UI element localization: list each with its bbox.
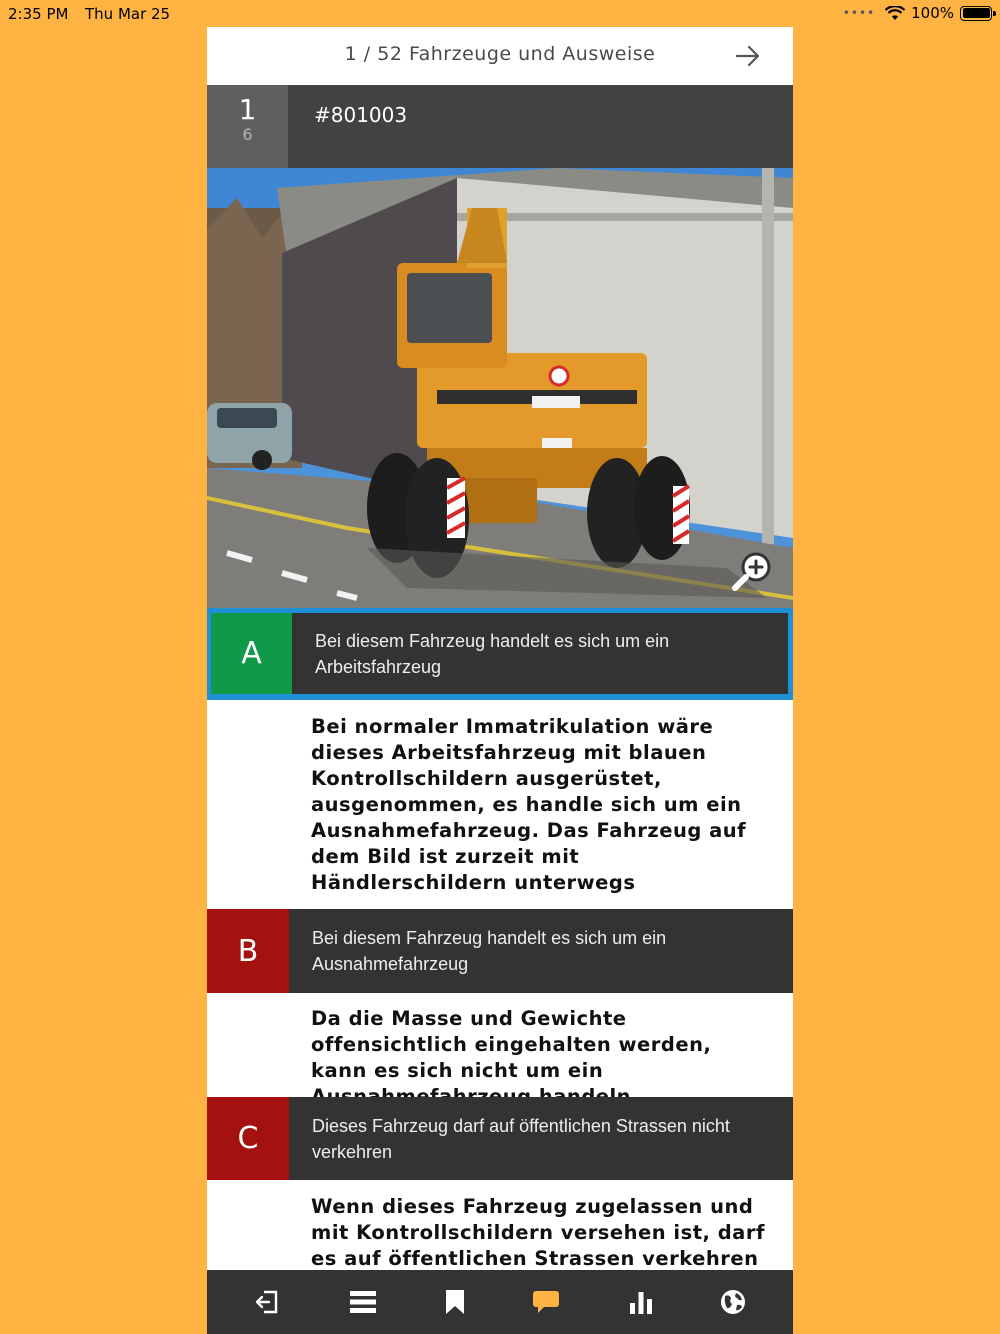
bookmark-icon xyxy=(444,1289,466,1315)
question-id: #801003 xyxy=(314,103,408,127)
question-header xyxy=(207,85,793,168)
globe-button[interactable] xyxy=(717,1286,749,1318)
status-date: Thu Mar 25 xyxy=(85,5,171,23)
comment-button[interactable] xyxy=(530,1286,562,1318)
question-number: 1 xyxy=(238,93,257,126)
exit-button[interactable] xyxy=(251,1286,283,1318)
battery-icon xyxy=(960,6,992,21)
globe-icon xyxy=(720,1289,746,1315)
battery-percent: 100% xyxy=(911,4,954,22)
nav-bar xyxy=(207,27,793,85)
answer-a-inner xyxy=(211,613,788,694)
answer-a-explanation-text: Bei normaler Immatrikulation wäre dieses Arbeitsfahrzeug mit blauen Kontrollschildern ausgerüstet, ausgenommen, es handle sich um ein Ausnahmefahrzeug. Das Fahrzeug auf dem Bild ist zurzeit mit Händlerschildern unterwegs xyxy=(311,715,747,894)
question-card xyxy=(207,27,793,1334)
answer-c-explanation-text: Wenn dieses Fahrzeug zugelassen und mit Kontrollschildern versehen ist, darf es auf öffentlichen Strassen verkehren xyxy=(311,1195,765,1270)
answer-a-text: Bei diesem Fahrzeug handelt es sich um ein Arbeitsfahrzeug xyxy=(315,630,670,677)
stats-icon xyxy=(628,1289,654,1315)
question-image[interactable] xyxy=(207,168,793,608)
stats-button[interactable] xyxy=(625,1286,657,1318)
answer-b-explanation-text: Da die Masse und Gewichte offensichtlich eingehalten werden, kann es sich nicht um ein xyxy=(311,1007,712,1082)
answer-b[interactable] xyxy=(207,909,793,993)
question-points: 6 xyxy=(242,125,253,144)
status-time: 2:35 PM xyxy=(8,5,69,23)
answer-c[interactable] xyxy=(207,1097,793,1180)
answer-c-letter: C xyxy=(207,1097,289,1180)
answer-b-explanation xyxy=(207,993,793,1097)
page-title: 1 / 52 Fahrzeuge und Ausweise xyxy=(344,43,656,65)
comment-icon xyxy=(532,1289,560,1315)
list-button[interactable] xyxy=(347,1286,379,1318)
zoom-in-icon[interactable] xyxy=(731,550,773,592)
question-number-box xyxy=(207,85,288,168)
answer-a[interactable] xyxy=(207,608,793,700)
signal-dots-icon: •••• xyxy=(842,6,876,20)
bottom-toolbar xyxy=(207,1270,793,1334)
status-bar xyxy=(0,0,1000,28)
wifi-icon xyxy=(885,6,905,21)
list-icon xyxy=(349,1289,377,1315)
bookmark-button[interactable] xyxy=(439,1286,471,1318)
answer-a-letter: A xyxy=(211,613,292,694)
exit-icon xyxy=(254,1289,280,1315)
answer-c-explanation xyxy=(207,1180,793,1270)
answer-b-text: Bei diesem Fahrzeug handelt es sich um ein Ausnahmefahrzeug xyxy=(312,928,667,974)
arrow-right-icon[interactable] xyxy=(735,45,761,67)
answer-b-letter: B xyxy=(207,909,289,993)
excavator-photo xyxy=(207,168,793,608)
answer-a-explanation xyxy=(207,700,793,909)
answer-c-text: Dieses Fahrzeug darf auf öffentlichen Strassen nicht verkehren xyxy=(312,1115,730,1162)
